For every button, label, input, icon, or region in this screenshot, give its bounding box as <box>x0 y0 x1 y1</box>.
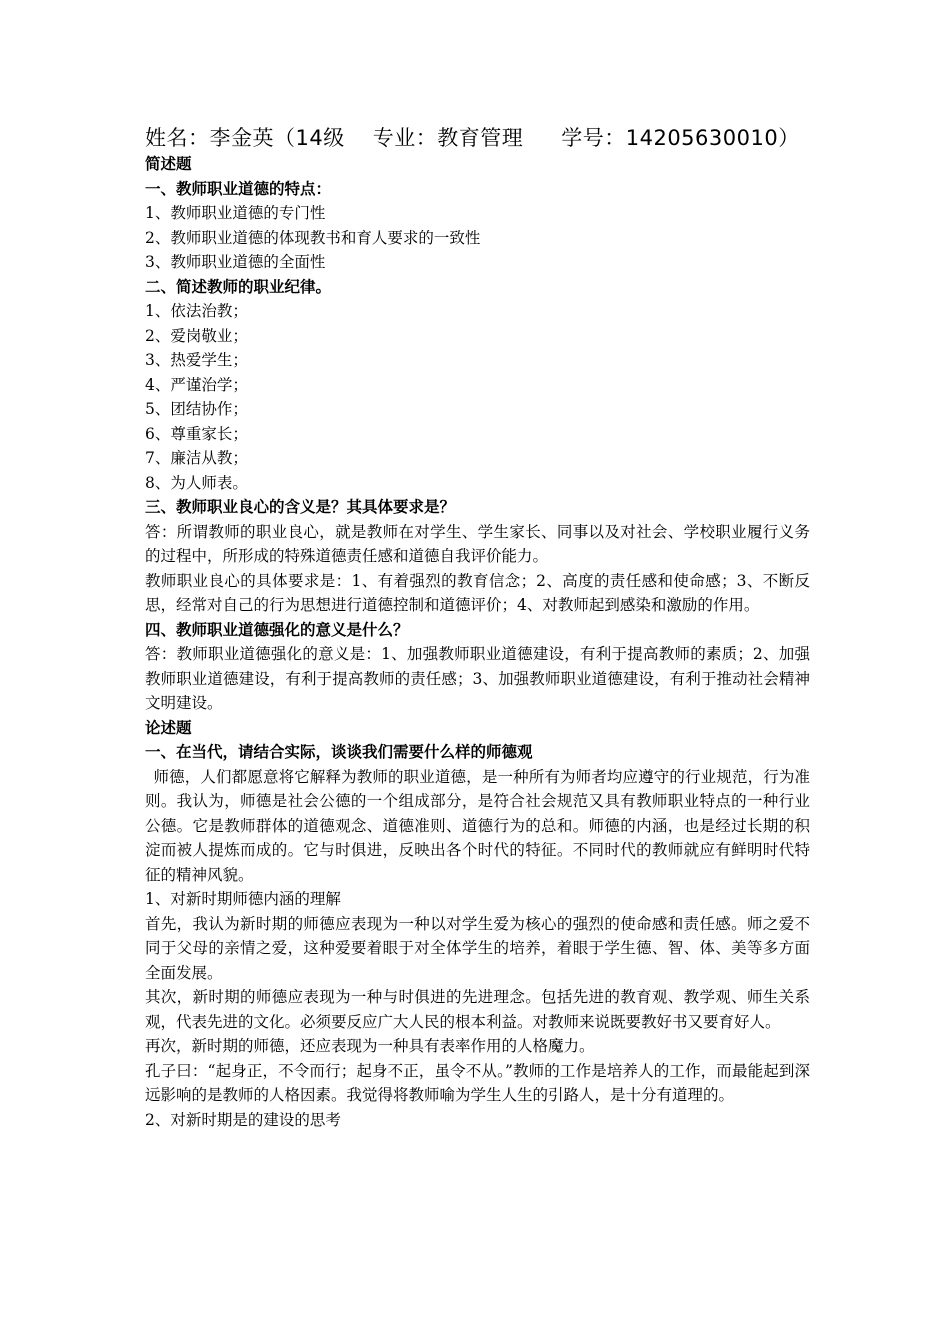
list-item: 6、尊重家长； <box>145 424 248 443</box>
question-3-answer-definition: 答：所谓教师的职业良心，就是教师在对学生、学生家长、同事以及对社会、学校职业履行义务的过程中，所形成的特殊道德责任感和道德自我评价能力。 <box>145 522 810 565</box>
list-item: 5、团结协作； <box>145 400 248 418</box>
list-item: 1、依法治教； <box>145 302 248 320</box>
question-3-answer-requirements: 教师职业良心的具体要求是：1、有着强烈的教育信念；2、高度的责任感和使命感；3、不断反思，经常对自己的行为思想进行道德控制和道德评价；4、对教师起到感染和激励的作用。 <box>145 571 810 614</box>
list-item: 7、廉洁从教； <box>145 449 248 467</box>
essay-question-1-title: 一、在当代，请结合实际，谈谈我们需要什么样的师德观 <box>145 743 533 761</box>
essay-paragraph-first: 首先，我认为新时期的师德应表现为一种以对学生爱为核心的强烈的使命感和责任感。师之爱不同于父母的亲情之爱，这种爱要着眼于对全体学生的培养，着眼于学生德、智、体、美等多方面全面发展。 <box>145 914 810 982</box>
list-item: 2、爱岗敬业； <box>145 326 248 345</box>
student-name: 姓名：李金英（14级 <box>145 126 345 150</box>
question-4-answer: 答：教师职业道德强化的意义是：1、加强教师职业道德建设，有利于提高教师的素质；2、加强教师职业道德建设，有利于提高教师的责任感；3、加强教师职业道德建设，有利于推动社会精神文明建设。 <box>145 645 810 712</box>
student-major: 专业：教育管理 <box>372 126 524 150</box>
list-item: 8、为人师表。 <box>145 473 248 492</box>
question-1-title: 一、教师职业道德的特点： <box>145 179 332 198</box>
essay-subheading-1: 1、对新时期师德内涵的理解 <box>145 890 341 908</box>
list-item: 1、教师职业道德的专门性 <box>145 204 326 222</box>
section-title-essay: 论述题 <box>145 718 192 737</box>
student-info-header <box>145 124 810 152</box>
document-page <box>145 124 810 1132</box>
question-2-title: 二、简述教师的职业纪律。 <box>145 277 332 296</box>
list-item: 2、教师职业道德的体现教书和育人要求的一致性 <box>145 228 481 247</box>
student-id: 学号：14205630010） <box>561 126 800 150</box>
essay-subheading-2: 2、对新时期是的建设的思考 <box>145 1110 341 1129</box>
question-3-title: 三、教师职业良心的含义是？其具体要求是？ <box>145 498 456 516</box>
list-item: 4、严谨治学； <box>145 375 248 394</box>
list-item: 3、教师职业道德的全面性 <box>145 253 326 271</box>
essay-paragraph-second: 其次，新时期的师德应表现为一种与时俱进的先进理念。包括先进的教育观、教学观、师生关系观，代表先进的文化。必须要反应广大人民的根本利益。对教师来说既要教好书又要育好人。 <box>145 988 810 1031</box>
list-item: 3、热爱学生； <box>145 351 248 369</box>
section-title-short-answer: 简述题 <box>145 155 192 173</box>
essay-intro-paragraph: 师德，人们都愿意将它解释为教师的职业道德，是一种所有为师者均应遵守的行业规范，行为准则。我认为，师德是社会公德的一个组成部分，是符合社会规范又具有教师职业特点的一种行业公德。它是教师群体的道德观念、道德准则、道德行为的总和。师德的内涵，也是经过长期的积淀而被人提炼而成的。它与时俱进，反映出各个时代的特征。不同时代的教师就应有鲜明时代特征的精神风貌。 <box>145 767 810 884</box>
question-4-title: 四、教师职业道德强化的意义是什么？ <box>145 620 409 639</box>
essay-paragraph-confucius: 孔子曰：“起身正，不令而行；起身不正，虽令不从。”教师的工作是培养人的工作，而最能起到深远影响的是教师的人格因素。我觉得将教师喻为学生人生的引路人，是十分有道理的。 <box>145 1061 810 1104</box>
essay-paragraph-third: 再次，新时期的师德，还应表现为一种具有表率作用的人格魔力。 <box>145 1037 595 1055</box>
